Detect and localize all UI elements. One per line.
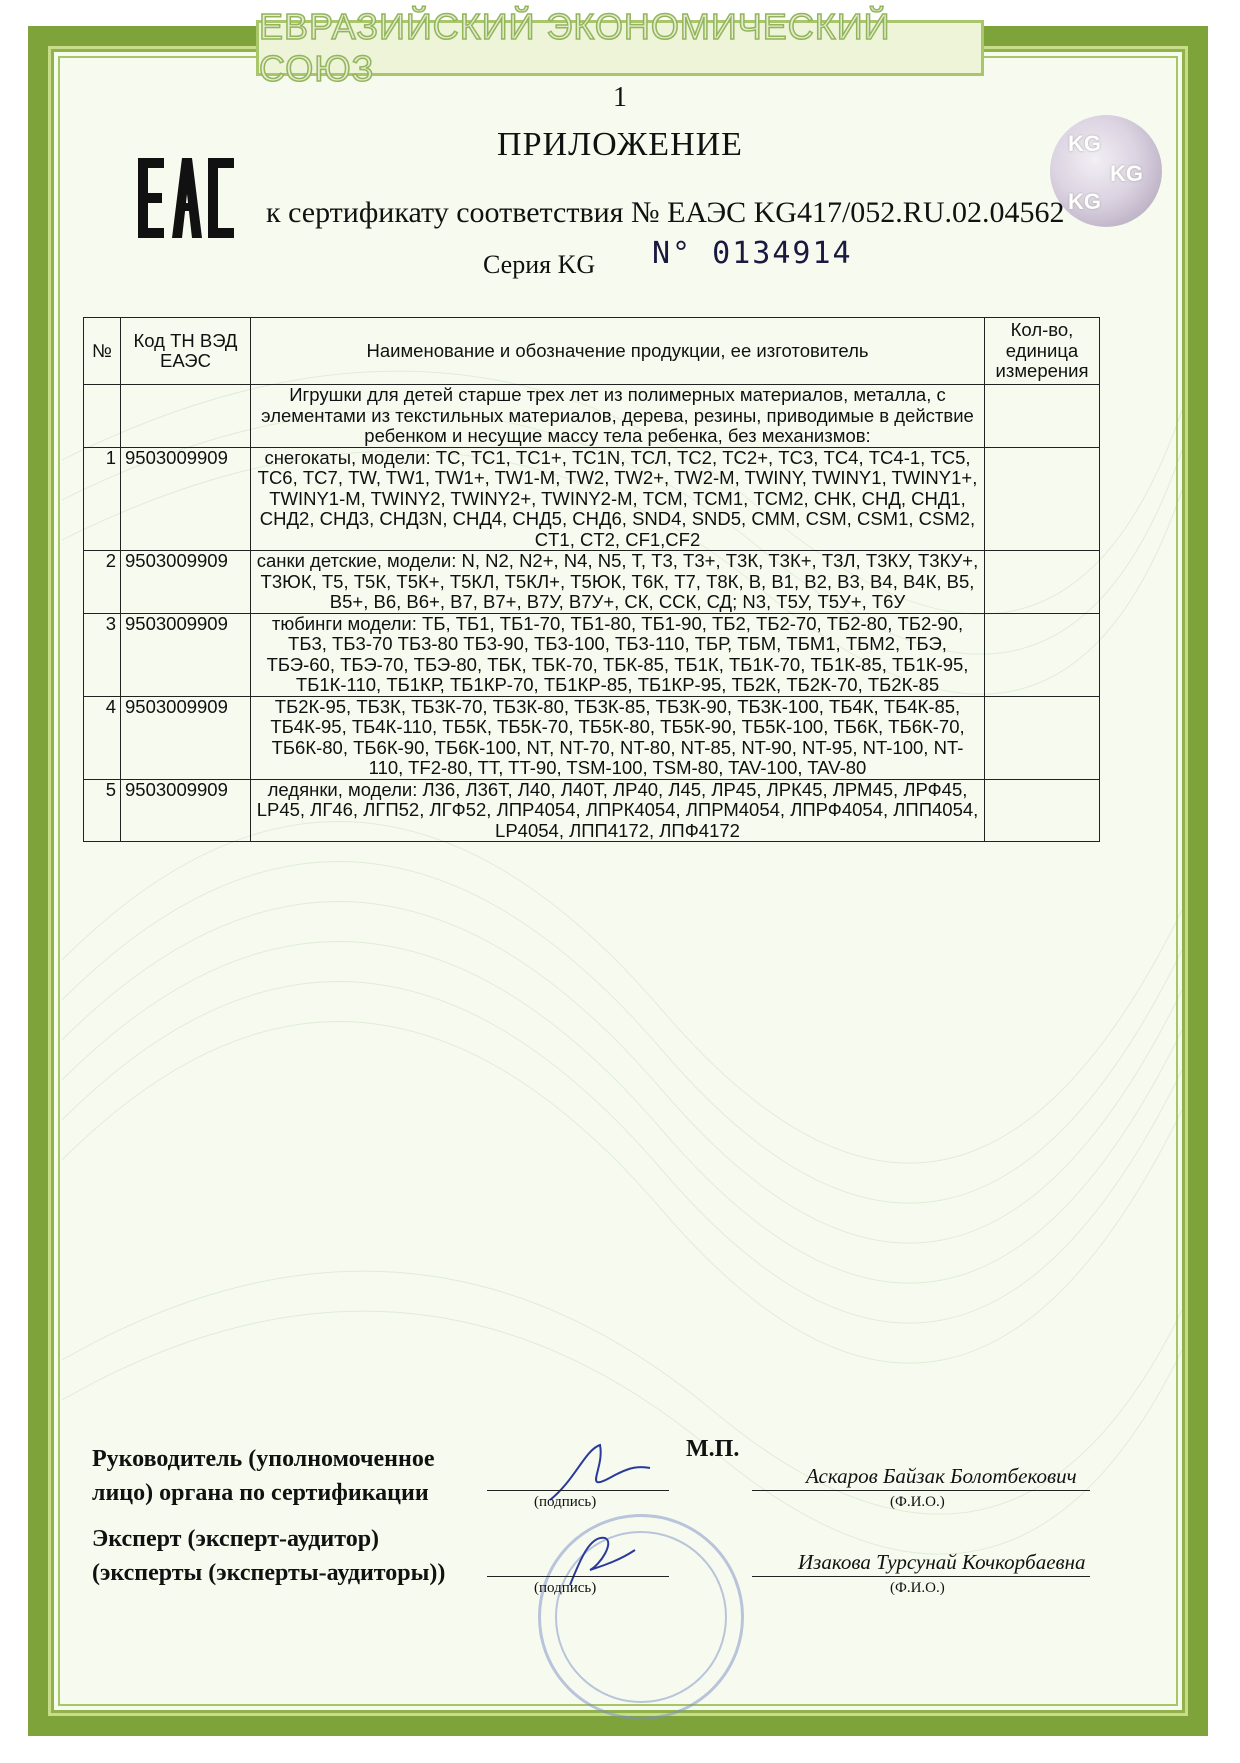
table-header-row [84,318,1100,385]
row-no: 3 [84,613,121,696]
row-code: 9503009909 [121,447,251,551]
row-code: 9503009909 [121,696,251,779]
head-name: Аскаров Байзак Болотбекович [806,1464,1077,1488]
row-text: тюбинги модели: ТБ, ТБ1, ТБ1-70, ТБ1-80, ТБ1-90, ТБ2, ТБ2-70, ТБ2-80, ТБ2-90, ТБ3, ТБ3-70 ТБ3-80 ТБ3-90, ТБ3-100, ТБ3-110, ТБР, ТБМ, ТБМ1, ТБМ2, ТБЭ, ТБЭ-60, ТБЭ-70, ТБЭ-80, ТБК, ТБК-70, ТБК-85, ТБ1К, ТБ1К-70, ТБ1К-85, ТБ1К-95, ТБ1К-110, ТБ1КР, ТБ1КР-70, ТБ1КР-85, ТБ1КР-95, ТБ2К, ТБ2К-70, ТБ2К-85 [251,613,985,696]
page-title: ПРИЛОЖЕНИЕ [497,126,743,163]
row-no: 5 [84,779,121,842]
sign-caption: (подпись) [534,1580,597,1596]
table-row [84,551,1100,614]
products-table [83,317,1100,842]
table-row [84,696,1100,779]
row-no: 2 [84,551,121,614]
fio-line [752,1490,1090,1491]
row-text: ТБ2К-95, ТБ3К, ТБ3К-70, ТБ3К-80, ТБ3К-85, ТБ3К-90, ТБ3К-100, ТБ4К, ТБ4К-85, ТБ4К-95, ТБ4К-110, ТБ5К, ТБ5К-70, ТБ5К-80, ТБ5К-90, ТБ5К-100, ТБ6К, ТБ6К-70, ТБ6К-80, ТБ6К-90, ТБ6К-100, NT, NT-70, NT-80, NT-85, NT-90, NT-95, NT-100, NT-110, TF2-80, TT, TT-90, TSM-100, TSM-80, TAV-100, TAV-80 [251,696,985,779]
header-code: Код ТН ВЭД ЕАЭС [121,318,251,385]
row-code: 9503009909 [121,551,251,614]
hologram-seal [1050,115,1162,227]
row-text: ледянки, модели: Л36, Л36Т, Л40, Л40Т, ЛР40, Л45, ЛР45, ЛРК45, ЛРМ45, ЛРФ45, LP45, ЛГ46, ЛГП52, ЛГФ52, ЛПР4054, ЛПРК4054, ЛПРМ4054, ЛПРФ4054, ЛПП4054, LP4054, ЛПП4172, ЛПФ4172 [251,779,985,842]
head-label: Руководитель (уполномоченное лицо) органа по сертификации [92,1446,435,1506]
banner-text: ЕВРАЗИЙСКИЙ ЭКОНОМИЧЕСКИЙ СОЮЗ [259,6,891,89]
table-row [84,779,1100,842]
sign-caption: (подпись) [534,1494,597,1510]
mp-label: М.П. [686,1436,740,1462]
row-text: снегокаты, модели: ТС, ТС1, ТС1+, TC1N, ТСЛ, ТС2, ТС2+, ТС3, ТС4, ТС4-1, ТС5, ТС6, ТС7, TW, TW1, TW1+, TW1-M, TW2, TW2+, TW2-M, TWINY, TWINY1, TWINY1+, TWINY1-M, TWINY2, TWINY2+, TWINY2-M, ТСМ, ТСМ1, ТСМ2, СНК, СНД, СНД1, СНД2, СНД3, СНД3N, СНД4, СНД5, СНД6, SND4, SND5, СММ, CSM, CSM1, CSM2, CT1, CT2, CF1,CF2 [251,447,985,551]
row-code: 9503009909 [121,779,251,842]
hologram-text: KG [1068,131,1101,156]
header-qty: Кол-во, единица измерения [985,318,1100,385]
series-label: Серия KG [483,250,596,279]
signature-line [487,1576,669,1577]
table-row [84,447,1100,551]
table-row [84,613,1100,696]
eaeu-banner [256,6,984,89]
expert-label: Эксперт (эксперт-аудитор) (эксперты (эксперты-аудиторы)) [92,1526,446,1586]
certificate-reference: к сертификату соответствия № ЕАЭС KG417/052.RU.02.04562 [266,196,1065,229]
signature-line [487,1490,669,1491]
row-no: 1 [84,447,121,551]
expert-name: Изакова Турсунай Кочкорбаевна [798,1550,1086,1574]
fio-line [752,1576,1090,1577]
row-text: санки детские, модели: N, N2, N2+, N4, N5, Т, Т3, Т3+, Т3К, Т3К+, Т3Л, Т3КУ, Т3КУ+, Т3ЮК, Т5, Т5К, Т5К+, Т5КЛ, Т5КЛ+, Т5ЮК, Т6К, Т7, Т8К, В, В1, В2, В3, В4, В4К, В5, В5+, В6, В6+, В7, В7+, В7У, В7У+, СК, ССК, СД; N3, Т5У, Т5У+, Т6У [251,551,985,614]
serial-number: N° 0134914 [652,236,853,271]
description-row [84,385,1100,448]
fio-caption: (Ф.И.О.) [890,1494,945,1510]
fio-caption: (Ф.И.О.) [890,1580,945,1596]
row-no: 4 [84,696,121,779]
header-name: Наименование и обозначение продукции, ее изготовитель [251,318,985,385]
hologram-text: KG [1068,189,1101,214]
header-no: № [84,318,121,385]
row-code: 9503009909 [121,613,251,696]
page-number: 1 [613,82,627,113]
product-group-description: Игрушки для детей старше трех лет из полимерных материалов, металла, с элементами из текстильных материалов, дерева, резины, приводимые в действие ребенком и несущие массу тела ребенка, без механизмов: [251,385,985,448]
hologram-text: KG [1110,161,1143,186]
eac-logo [138,158,234,238]
